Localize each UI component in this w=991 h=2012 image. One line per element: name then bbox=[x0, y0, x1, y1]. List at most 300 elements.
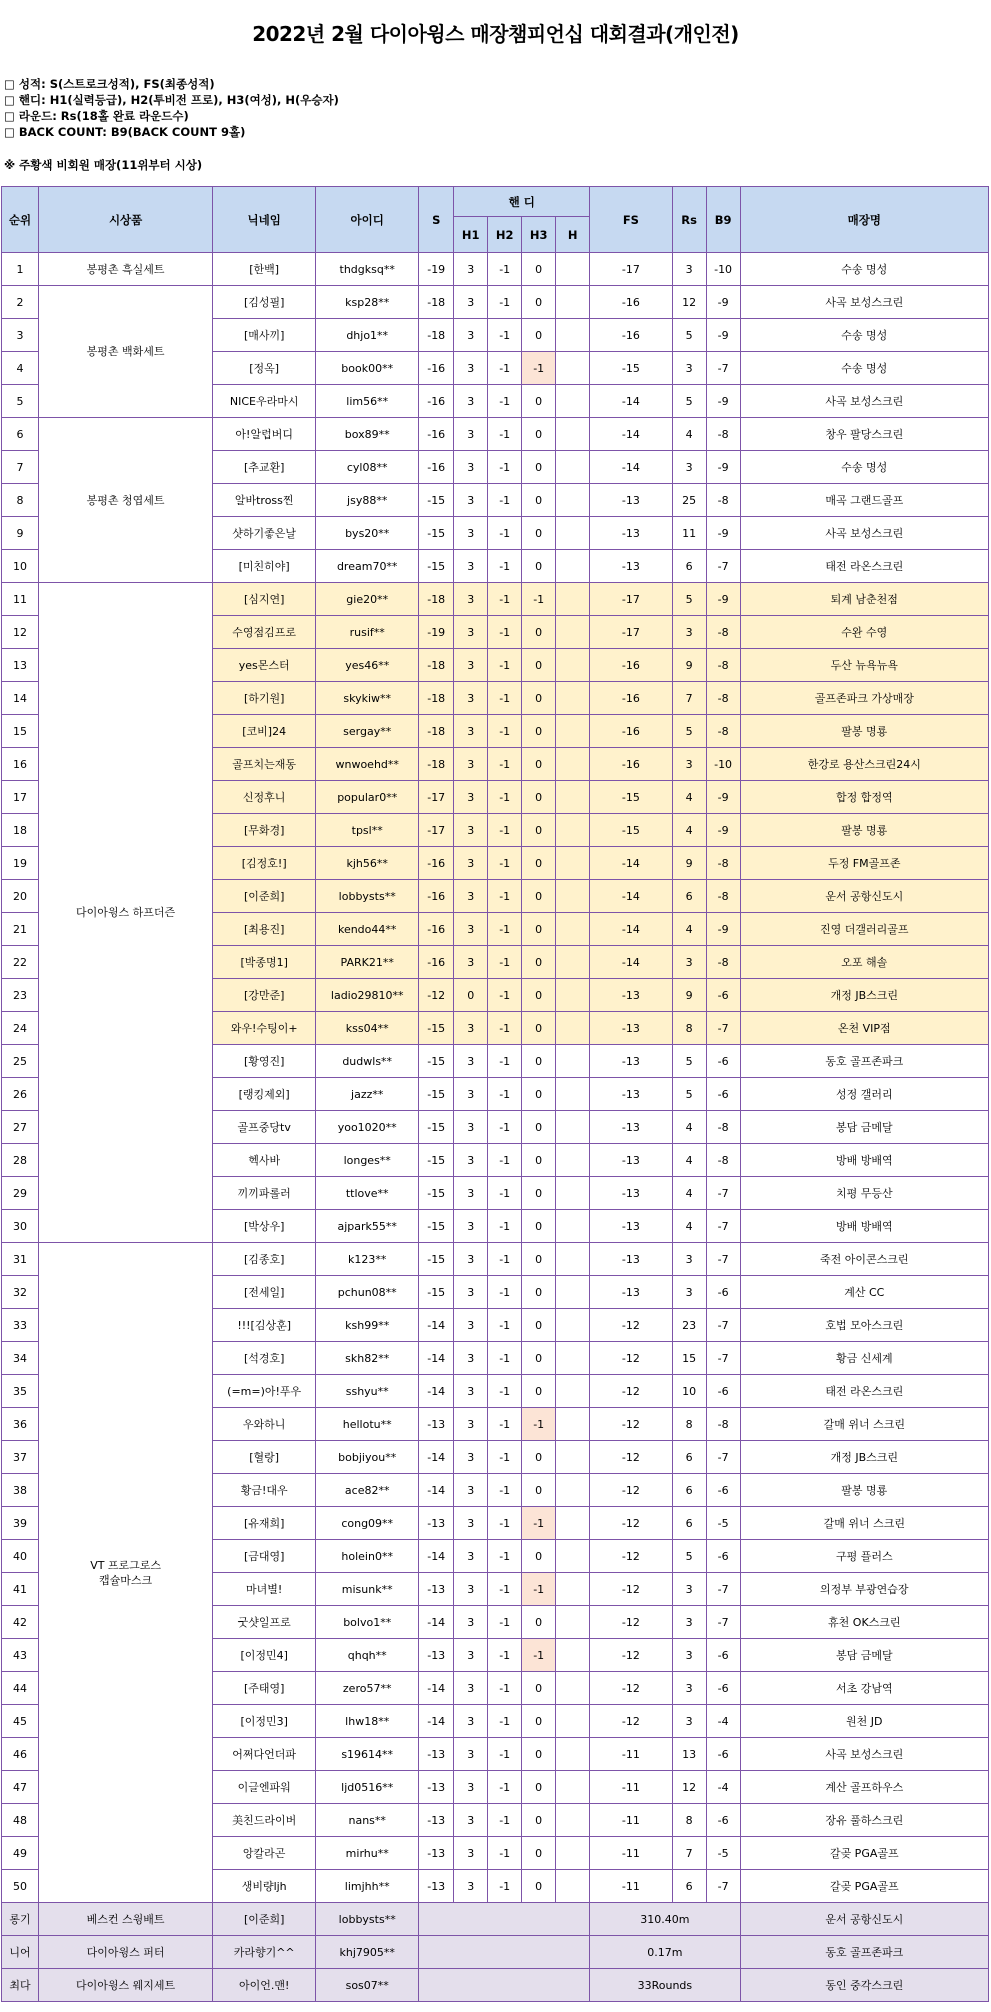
h-cell bbox=[556, 1606, 590, 1639]
rank-cell: 1 bbox=[2, 253, 39, 286]
nickname-cell: yes몬스터 bbox=[213, 649, 316, 682]
h-cell bbox=[556, 1408, 590, 1441]
h-cell bbox=[556, 1804, 590, 1837]
id-cell: s19614** bbox=[316, 1738, 419, 1771]
id-cell: pchun08** bbox=[316, 1276, 419, 1309]
h2-cell: -1 bbox=[488, 814, 522, 847]
h-cell bbox=[556, 1309, 590, 1342]
rank-cell: 29 bbox=[2, 1177, 39, 1210]
h2-cell: -1 bbox=[488, 1309, 522, 1342]
store-cell: 골프존파크 가상매장 bbox=[740, 682, 988, 715]
nickname-cell: [유재희] bbox=[213, 1507, 316, 1540]
s-cell: -15 bbox=[419, 1177, 454, 1210]
h-cell bbox=[556, 286, 590, 319]
store-cell: 동인 중각스크린 bbox=[740, 1969, 988, 2002]
s-cell: -15 bbox=[419, 1144, 454, 1177]
nickname-cell: [석경호] bbox=[213, 1342, 316, 1375]
h1-cell: 3 bbox=[454, 1771, 488, 1804]
h-cell bbox=[556, 1771, 590, 1804]
b9-cell: -8 bbox=[706, 715, 740, 748]
h1-cell: 3 bbox=[454, 682, 488, 715]
rank-cell: 45 bbox=[2, 1705, 39, 1738]
rank-cell: 6 bbox=[2, 418, 39, 451]
rank-cell: 35 bbox=[2, 1375, 39, 1408]
h1-cell: 3 bbox=[454, 781, 488, 814]
rank-cell: 23 bbox=[2, 979, 39, 1012]
store-cell: 매곡 그랜드골프 bbox=[740, 484, 988, 517]
s-cell: -15 bbox=[419, 1111, 454, 1144]
s-cell: -13 bbox=[419, 1573, 454, 1606]
rank-cell: 38 bbox=[2, 1474, 39, 1507]
store-cell: 봉담 금메달 bbox=[740, 1639, 988, 1672]
s-cell: -14 bbox=[419, 1705, 454, 1738]
h3-cell: 0 bbox=[522, 286, 556, 319]
table-row bbox=[2, 583, 989, 616]
h-cell bbox=[556, 1111, 590, 1144]
store-cell: 계산 CC bbox=[740, 1276, 988, 1309]
h1-cell: 3 bbox=[454, 1012, 488, 1045]
rs-cell: 13 bbox=[672, 1738, 706, 1771]
fs-cell: -12 bbox=[590, 1342, 672, 1375]
fs-cell: -11 bbox=[590, 1804, 672, 1837]
s-cell: -16 bbox=[419, 913, 454, 946]
b9-cell: -7 bbox=[706, 1441, 740, 1474]
nickname-cell: 이글엔파워 bbox=[213, 1771, 316, 1804]
rs-cell: 4 bbox=[672, 1111, 706, 1144]
rank-cell: 3 bbox=[2, 319, 39, 352]
store-cell: 휴천 OK스크린 bbox=[740, 1606, 988, 1639]
h3-cell: 0 bbox=[522, 616, 556, 649]
h-cell bbox=[556, 484, 590, 517]
id-cell: kjh56** bbox=[316, 847, 419, 880]
h3-cell: 0 bbox=[522, 1045, 556, 1078]
store-cell: 성정 갤러리 bbox=[740, 1078, 988, 1111]
h2-cell: -1 bbox=[488, 1540, 522, 1573]
rank-cell: 19 bbox=[2, 847, 39, 880]
header-rs: Rs bbox=[672, 187, 706, 253]
b9-cell: -5 bbox=[706, 1507, 740, 1540]
h3-cell: 0 bbox=[522, 1276, 556, 1309]
s-cell: -18 bbox=[419, 583, 454, 616]
h-cell bbox=[556, 1441, 590, 1474]
store-cell: 한강로 용산스크린24시 bbox=[740, 748, 988, 781]
rank-cell: 26 bbox=[2, 1078, 39, 1111]
b9-cell: -9 bbox=[706, 913, 740, 946]
id-cell: skh82** bbox=[316, 1342, 419, 1375]
nickname-cell: 앙칼라곤 bbox=[213, 1837, 316, 1870]
rs-cell: 15 bbox=[672, 1342, 706, 1375]
h2-cell: -1 bbox=[488, 1573, 522, 1606]
s-cell: -16 bbox=[419, 352, 454, 385]
b9-cell: -9 bbox=[706, 583, 740, 616]
prize-cell: 베스컨 스윙배트 bbox=[39, 1903, 213, 1936]
id-cell: hellotu** bbox=[316, 1408, 419, 1441]
store-cell: 태전 라온스크린 bbox=[740, 1375, 988, 1408]
store-cell: 수송 명성 bbox=[740, 352, 988, 385]
s-cell: -16 bbox=[419, 847, 454, 880]
store-cell: 온천 VIP점 bbox=[740, 1012, 988, 1045]
nickname-cell: [금대영] bbox=[213, 1540, 316, 1573]
nickname-cell: [무화경] bbox=[213, 814, 316, 847]
store-cell: 창우 팔당스크린 bbox=[740, 418, 988, 451]
fs-cell: -16 bbox=[590, 649, 672, 682]
header-b9: B9 bbox=[706, 187, 740, 253]
b9-cell: -7 bbox=[706, 1210, 740, 1243]
rs-cell: 3 bbox=[672, 1705, 706, 1738]
store-cell: 갈곶 PGA골프 bbox=[740, 1870, 988, 1903]
fs-cell: -16 bbox=[590, 682, 672, 715]
id-cell: bobjiyou** bbox=[316, 1441, 419, 1474]
h-cell bbox=[556, 1870, 590, 1903]
b9-cell: -9 bbox=[706, 517, 740, 550]
id-cell: kss04** bbox=[316, 1012, 419, 1045]
h-cell bbox=[556, 253, 590, 286]
header-h2: H2 bbox=[488, 217, 522, 253]
id-cell: cyl08** bbox=[316, 451, 419, 484]
nickname-cell: 카라향기^^ bbox=[213, 1936, 316, 1969]
h-cell bbox=[556, 649, 590, 682]
s-cell: -15 bbox=[419, 550, 454, 583]
h1-cell: 3 bbox=[454, 1144, 488, 1177]
rank-cell: 2 bbox=[2, 286, 39, 319]
rank-cell: 42 bbox=[2, 1606, 39, 1639]
s-cell: -13 bbox=[419, 1408, 454, 1441]
store-cell: 진영 더갤러리골프 bbox=[740, 913, 988, 946]
s-cell: -13 bbox=[419, 1870, 454, 1903]
b9-cell: -4 bbox=[706, 1771, 740, 1804]
header-h3: H3 bbox=[522, 217, 556, 253]
rank-cell: 31 bbox=[2, 1243, 39, 1276]
rs-cell: 3 bbox=[672, 1573, 706, 1606]
store-cell: 봉담 금메달 bbox=[740, 1111, 988, 1144]
h1-cell: 3 bbox=[454, 1309, 488, 1342]
h-cell bbox=[556, 451, 590, 484]
rank-cell: 27 bbox=[2, 1111, 39, 1144]
b9-cell: -4 bbox=[706, 1705, 740, 1738]
rs-cell: 6 bbox=[672, 1474, 706, 1507]
rs-cell: 6 bbox=[672, 880, 706, 913]
s-cell: -19 bbox=[419, 616, 454, 649]
h-cell bbox=[556, 418, 590, 451]
h3-cell: 0 bbox=[522, 781, 556, 814]
h2-cell: -1 bbox=[488, 715, 522, 748]
fs-cell: -16 bbox=[590, 319, 672, 352]
rs-cell: 5 bbox=[672, 385, 706, 418]
fs-cell: -14 bbox=[590, 418, 672, 451]
s-cell: -14 bbox=[419, 1474, 454, 1507]
rank-cell: 22 bbox=[2, 946, 39, 979]
id-cell: ace82** bbox=[316, 1474, 419, 1507]
b9-cell: -10 bbox=[706, 748, 740, 781]
rs-cell: 3 bbox=[672, 1606, 706, 1639]
id-cell: ttlove** bbox=[316, 1177, 419, 1210]
h-cell bbox=[556, 715, 590, 748]
header-id: 아이디 bbox=[316, 187, 419, 253]
h1-cell: 3 bbox=[454, 451, 488, 484]
store-cell: 계산 골프하우스 bbox=[740, 1771, 988, 1804]
h-cell bbox=[556, 946, 590, 979]
table-row bbox=[2, 418, 989, 451]
table-row bbox=[2, 253, 989, 286]
s-cell: -13 bbox=[419, 1804, 454, 1837]
h1-cell: 3 bbox=[454, 1111, 488, 1144]
h-cell bbox=[556, 1045, 590, 1078]
store-cell: 의정부 부광연습장 bbox=[740, 1573, 988, 1606]
rank-cell: 12 bbox=[2, 616, 39, 649]
fs-cell: -13 bbox=[590, 550, 672, 583]
prize-cell: VT 프로그로스 캡슐마스크 bbox=[39, 1243, 213, 1903]
b9-cell: -6 bbox=[706, 1672, 740, 1705]
h3-cell: 0 bbox=[522, 451, 556, 484]
id-cell: nans** bbox=[316, 1804, 419, 1837]
fs-cell: -13 bbox=[590, 517, 672, 550]
h1-cell: 3 bbox=[454, 253, 488, 286]
s-cell: -14 bbox=[419, 1441, 454, 1474]
store-cell: 서초 강남역 bbox=[740, 1672, 988, 1705]
h3-cell: 0 bbox=[522, 913, 556, 946]
nickname-cell: [심지연] bbox=[213, 583, 316, 616]
id-cell: sshyu** bbox=[316, 1375, 419, 1408]
h2-cell: -1 bbox=[488, 1606, 522, 1639]
h3-cell: 0 bbox=[522, 253, 556, 286]
fs-cell: -14 bbox=[590, 451, 672, 484]
nickname-cell: [하기원] bbox=[213, 682, 316, 715]
rank-cell: 41 bbox=[2, 1573, 39, 1606]
b9-cell: -7 bbox=[706, 550, 740, 583]
h3-cell: 0 bbox=[522, 880, 556, 913]
rank-cell: 4 bbox=[2, 352, 39, 385]
id-cell: cong09** bbox=[316, 1507, 419, 1540]
id-cell: book00** bbox=[316, 352, 419, 385]
rank-cell: 32 bbox=[2, 1276, 39, 1309]
fs-cell: -12 bbox=[590, 1441, 672, 1474]
b9-cell: -6 bbox=[706, 1738, 740, 1771]
h-cell bbox=[556, 385, 590, 418]
store-cell: 팔봉 명룡 bbox=[740, 715, 988, 748]
h3-cell: -1 bbox=[522, 352, 556, 385]
prize-cell: 다이아윙스 웨지세트 bbox=[39, 1969, 213, 2002]
nickname-cell: [최용진] bbox=[213, 913, 316, 946]
h2-cell: -1 bbox=[488, 1111, 522, 1144]
h3-cell: 0 bbox=[522, 1870, 556, 1903]
h1-cell: 3 bbox=[454, 517, 488, 550]
rs-cell: 5 bbox=[672, 1540, 706, 1573]
store-cell: 갈매 위너 스크린 bbox=[740, 1408, 988, 1441]
h2-cell: -1 bbox=[488, 352, 522, 385]
rank-cell: 47 bbox=[2, 1771, 39, 1804]
h-cell bbox=[556, 1078, 590, 1111]
store-cell: 태전 라온스크린 bbox=[740, 550, 988, 583]
nickname-cell: 샷하기좋은날 bbox=[213, 517, 316, 550]
h1-cell: 3 bbox=[454, 1870, 488, 1903]
id-cell: popular0** bbox=[316, 781, 419, 814]
s-cell: -16 bbox=[419, 451, 454, 484]
h2-cell: -1 bbox=[488, 1408, 522, 1441]
h-cell bbox=[556, 682, 590, 715]
h2-cell: -1 bbox=[488, 583, 522, 616]
h1-cell: 3 bbox=[454, 1540, 488, 1573]
rs-cell: 8 bbox=[672, 1012, 706, 1045]
h3-cell: 0 bbox=[522, 1144, 556, 1177]
s-cell: -16 bbox=[419, 385, 454, 418]
b9-cell: -8 bbox=[706, 484, 740, 517]
h1-cell: 3 bbox=[454, 1441, 488, 1474]
h1-cell: 3 bbox=[454, 1606, 488, 1639]
s-cell: -19 bbox=[419, 253, 454, 286]
h1-cell: 3 bbox=[454, 1177, 488, 1210]
h2-cell: -1 bbox=[488, 616, 522, 649]
fs-cell: -12 bbox=[590, 1309, 672, 1342]
store-cell: 동호 골프존파크 bbox=[740, 1045, 988, 1078]
s-cell: -14 bbox=[419, 1540, 454, 1573]
h3-cell: -1 bbox=[522, 1639, 556, 1672]
rs-cell: 3 bbox=[672, 253, 706, 286]
id-cell: rusif** bbox=[316, 616, 419, 649]
legend-backcount: □ BACK COUNT: B9(BACK COUNT 9홀) bbox=[4, 125, 246, 139]
fs-cell: -17 bbox=[590, 616, 672, 649]
fs-cell: -13 bbox=[590, 1144, 672, 1177]
fs-cell: -12 bbox=[590, 1606, 672, 1639]
s-cell: -16 bbox=[419, 946, 454, 979]
id-cell: skykiw** bbox=[316, 682, 419, 715]
b9-cell: -7 bbox=[706, 1870, 740, 1903]
id-cell: jazz** bbox=[316, 1078, 419, 1111]
b9-cell: -7 bbox=[706, 1177, 740, 1210]
id-cell: lobbysts** bbox=[316, 880, 419, 913]
id-cell: sergay** bbox=[316, 715, 419, 748]
h2-cell: -1 bbox=[488, 1474, 522, 1507]
header-store: 매장명 bbox=[740, 187, 988, 253]
nickname-cell: [주태영] bbox=[213, 1672, 316, 1705]
h3-cell: 0 bbox=[522, 1606, 556, 1639]
rs-cell: 25 bbox=[672, 484, 706, 517]
h3-cell: -1 bbox=[522, 1573, 556, 1606]
nickname-cell: 끼끼파롤러 bbox=[213, 1177, 316, 1210]
rank-cell: 5 bbox=[2, 385, 39, 418]
h3-cell: 0 bbox=[522, 649, 556, 682]
rank-cell: 40 bbox=[2, 1540, 39, 1573]
b9-cell: -6 bbox=[706, 1639, 740, 1672]
rank-cell: 11 bbox=[2, 583, 39, 616]
id-cell: bys20** bbox=[316, 517, 419, 550]
h3-cell: 0 bbox=[522, 847, 556, 880]
rs-cell: 5 bbox=[672, 583, 706, 616]
b9-cell: -6 bbox=[706, 1474, 740, 1507]
nickname-cell: [혈랑] bbox=[213, 1441, 316, 1474]
h2-cell: -1 bbox=[488, 319, 522, 352]
s-cell: -16 bbox=[419, 880, 454, 913]
s-cell: -18 bbox=[419, 319, 454, 352]
h3-cell: 0 bbox=[522, 1738, 556, 1771]
nickname-cell: 아이언.맨! bbox=[213, 1969, 316, 2002]
rank-cell: 37 bbox=[2, 1441, 39, 1474]
store-cell: 사곡 보성스크린 bbox=[740, 385, 988, 418]
store-cell: 팔봉 명룡 bbox=[740, 814, 988, 847]
rank-cell: 34 bbox=[2, 1342, 39, 1375]
rs-cell: 8 bbox=[672, 1804, 706, 1837]
fs-cell: -13 bbox=[590, 484, 672, 517]
fs-cell: -13 bbox=[590, 1276, 672, 1309]
id-cell: k123** bbox=[316, 1243, 419, 1276]
h-cell bbox=[556, 1177, 590, 1210]
h-cell bbox=[556, 1507, 590, 1540]
rs-cell: 3 bbox=[672, 352, 706, 385]
h3-cell: -1 bbox=[522, 583, 556, 616]
fs-cell: -15 bbox=[590, 781, 672, 814]
rank-cell: 8 bbox=[2, 484, 39, 517]
h3-cell: 0 bbox=[522, 319, 556, 352]
b9-cell: -9 bbox=[706, 451, 740, 484]
b9-cell: -7 bbox=[706, 1573, 740, 1606]
h2-cell: -1 bbox=[488, 1771, 522, 1804]
prize-cell: 봉평촌 청엽세트 bbox=[39, 418, 213, 583]
id-cell: PARK21** bbox=[316, 946, 419, 979]
fs-cell: -12 bbox=[590, 1408, 672, 1441]
b9-cell: -8 bbox=[706, 1408, 740, 1441]
rs-cell: 4 bbox=[672, 781, 706, 814]
store-cell: 원천 JD bbox=[740, 1705, 988, 1738]
h-cell bbox=[556, 748, 590, 781]
header-handicap: 핸 디 bbox=[454, 187, 590, 217]
h2-cell: -1 bbox=[488, 253, 522, 286]
fs-cell: -13 bbox=[590, 1243, 672, 1276]
fs-cell: -12 bbox=[590, 1672, 672, 1705]
rank-cell: 46 bbox=[2, 1738, 39, 1771]
h1-cell: 3 bbox=[454, 1738, 488, 1771]
award-type-cell: 니어 bbox=[2, 1936, 39, 1969]
store-cell: 수송 명성 bbox=[740, 253, 988, 286]
nickname-cell: [이정민4] bbox=[213, 1639, 316, 1672]
rank-cell: 16 bbox=[2, 748, 39, 781]
nickname-cell: 마녀별! bbox=[213, 1573, 316, 1606]
h2-cell: -1 bbox=[488, 880, 522, 913]
rs-cell: 3 bbox=[672, 1243, 706, 1276]
id-cell: lim56** bbox=[316, 385, 419, 418]
store-cell: 호법 모아스크린 bbox=[740, 1309, 988, 1342]
nickname-cell: (=m=)아!푸우 bbox=[213, 1375, 316, 1408]
b9-cell: -6 bbox=[706, 1540, 740, 1573]
fs-cell: -14 bbox=[590, 847, 672, 880]
h1-cell: 3 bbox=[454, 649, 488, 682]
h1-cell: 3 bbox=[454, 616, 488, 649]
h1-cell: 3 bbox=[454, 1342, 488, 1375]
h2-cell: -1 bbox=[488, 1507, 522, 1540]
rs-cell: 3 bbox=[672, 616, 706, 649]
rs-cell: 6 bbox=[672, 1870, 706, 1903]
nickname-cell: [박종명1] bbox=[213, 946, 316, 979]
h2-cell: -1 bbox=[488, 451, 522, 484]
legend-handicap: □ 핸디: H1(실력등급), H2(투비전 프로), H3(여성), H(우승자) bbox=[4, 93, 339, 107]
h3-cell: 0 bbox=[522, 748, 556, 781]
h1-cell: 3 bbox=[454, 319, 488, 352]
h1-cell: 3 bbox=[454, 1078, 488, 1111]
nickname-cell: 알바tross찐 bbox=[213, 484, 316, 517]
rank-cell: 33 bbox=[2, 1309, 39, 1342]
h3-cell: 0 bbox=[522, 550, 556, 583]
nickname-cell: 우와하니 bbox=[213, 1408, 316, 1441]
nickname-cell: [전세일] bbox=[213, 1276, 316, 1309]
special-award-row bbox=[2, 1936, 989, 1969]
b9-cell: -8 bbox=[706, 616, 740, 649]
h-cell bbox=[556, 583, 590, 616]
rank-cell: 43 bbox=[2, 1639, 39, 1672]
h3-cell: 0 bbox=[522, 484, 556, 517]
h1-cell: 3 bbox=[454, 583, 488, 616]
fs-cell: -11 bbox=[590, 1870, 672, 1903]
fs-cell: -12 bbox=[590, 1540, 672, 1573]
s-cell: -18 bbox=[419, 682, 454, 715]
fs-cell: -17 bbox=[590, 253, 672, 286]
